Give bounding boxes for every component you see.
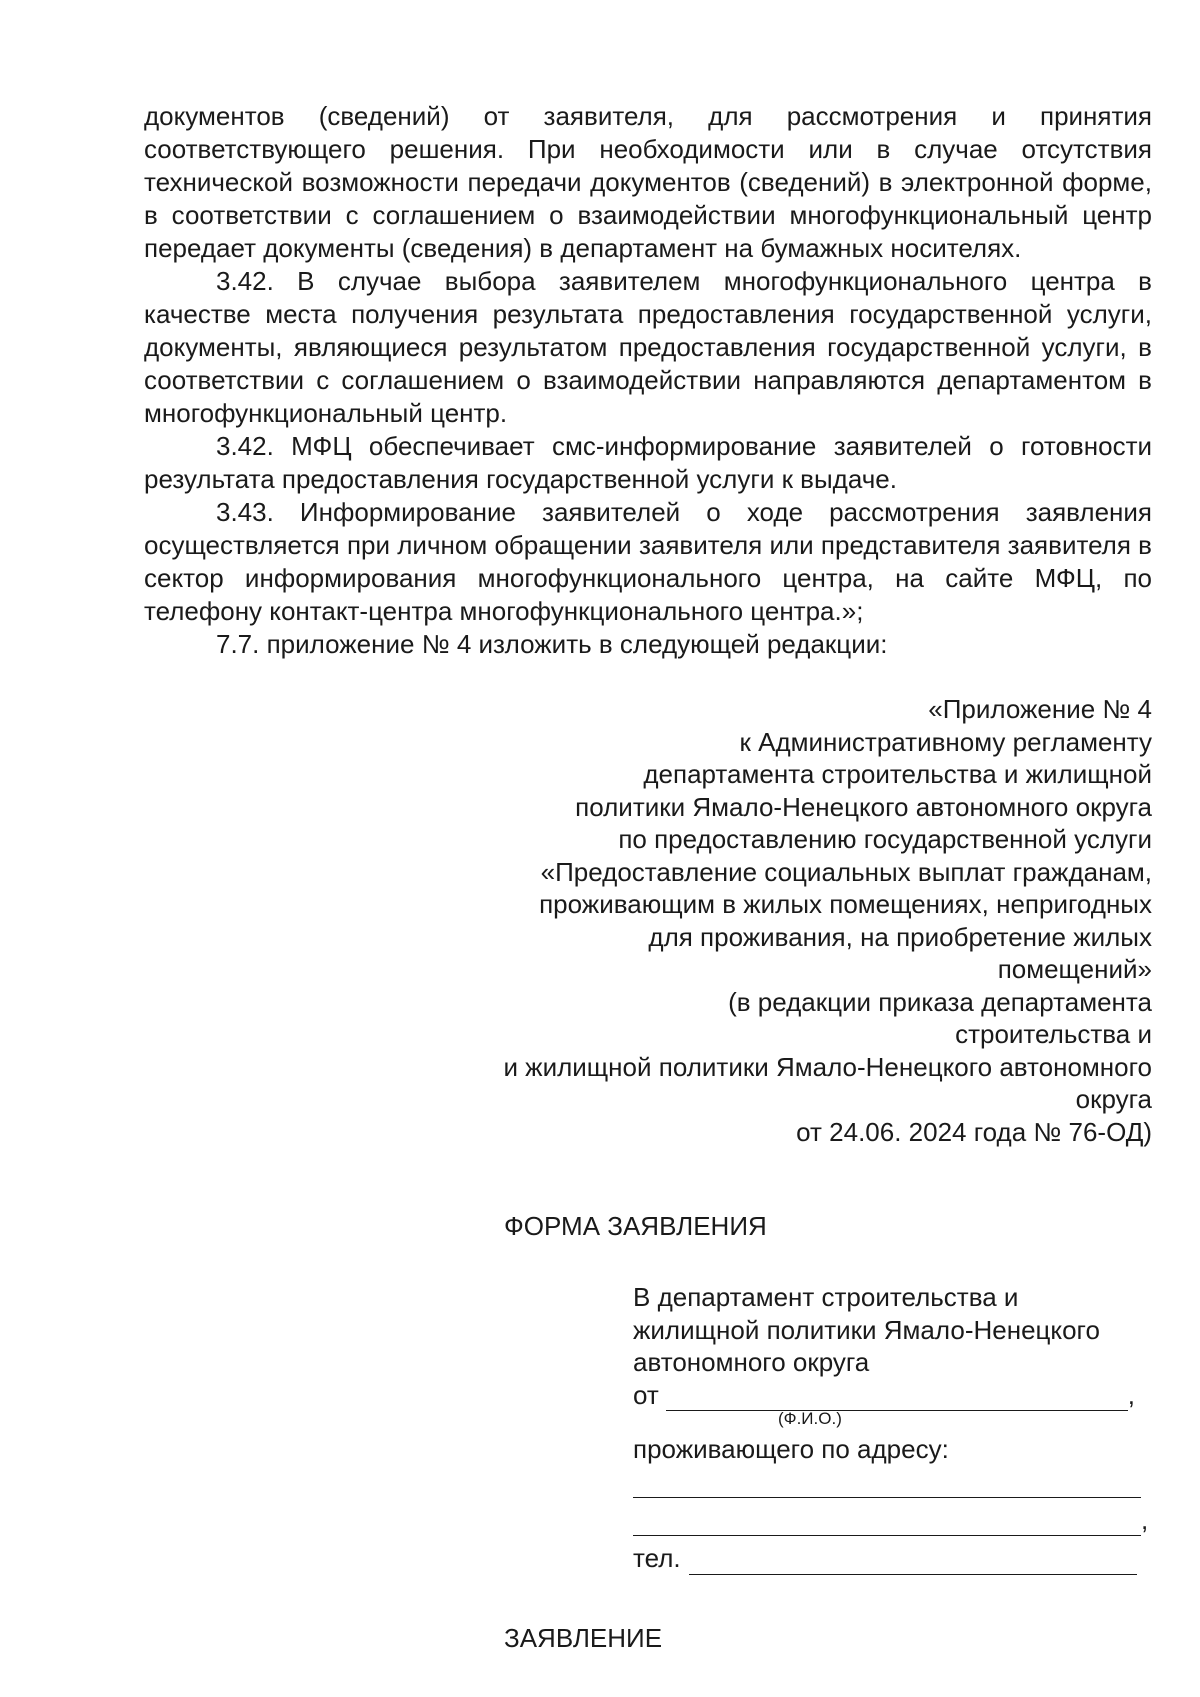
body-text xyxy=(144,100,1152,661)
addressee-line: жилищной политики Ямало-Ненецкого xyxy=(633,1314,1100,1345)
paragraph-3-42-sms: 3.42. МФЦ обеспечивает смс-информирование заявителей о готовности результата предоставления государственной услуги к выдаче. xyxy=(144,431,1152,494)
address-blank-line-1 xyxy=(633,1472,1141,1498)
annex-line: и жилищной политики Ямало-Ненецкого автономного xyxy=(503,1051,1152,1082)
annex-line: от 24.06. 2024 года № 76-ОД) xyxy=(796,1116,1152,1147)
annex-line: по предоставлению государственной услуги xyxy=(618,824,1152,854)
address-row-1 xyxy=(633,1472,1153,1498)
fio-hint: (Ф.И.О.) xyxy=(778,1409,842,1428)
residing-label: проживающего по адресу: xyxy=(633,1434,949,1464)
addressee-line: В департамент строительства и xyxy=(633,1282,1019,1312)
annex-line: к Административному регламенту xyxy=(739,726,1152,757)
annex-line: строительства и xyxy=(955,1019,1152,1049)
address-row-2 xyxy=(633,1504,1153,1537)
annex-line: (в редакции приказа департамента xyxy=(728,986,1152,1017)
statement-title: ЗАЯВЛЕНИЕ xyxy=(504,1623,663,1653)
addressee-block xyxy=(633,1281,1153,1575)
annex-line: «Предоставление социальных выплат гражданам, xyxy=(540,856,1152,887)
annex-line: проживающим в жилых помещениях, непригодных xyxy=(539,889,1152,919)
address-blank-line-2 xyxy=(633,1510,1141,1536)
phone-row xyxy=(633,1542,1153,1575)
paragraph-3-43-informing: 3.43. Информирование заявителей о ходе рассмотрения заявления осуществляется при личном обращении заявителя или представителя заявителя в сектор информирования многофункционального центра, на сайте МФЦ, по телефону контакт-центра многофункционального центра.»; xyxy=(144,497,1152,626)
annex-line: «Приложение № 4 xyxy=(928,694,1152,724)
annex-line: помещений» xyxy=(997,954,1152,984)
fio-blank-line xyxy=(666,1385,1128,1411)
annex-line: политики Ямало-Ненецкого автономного округа xyxy=(575,791,1152,822)
from-row xyxy=(633,1379,1153,1412)
annex-line: округа xyxy=(1075,1084,1152,1114)
annex-line: для проживания, на приобретение жилых xyxy=(648,921,1152,952)
trailing-comma: , xyxy=(1141,1504,1149,1535)
phone-blank-line xyxy=(689,1549,1137,1575)
paragraph-7-7-annex: 7.7. приложение № 4 изложить в следующей редакции: xyxy=(216,629,888,659)
paragraph-continuation: документов (сведений) от заявителя, для рассмотрения и принятия соответствующего решения. При необходимости или в случае отсутствия технической возможности передачи документов (сведений) в электронной форме, в соответствии с соглашением о взаимодействии многофункциональный центр передает документы (сведения) в департамент на бумажных носителях. xyxy=(144,101,1152,263)
paragraph-3-42-mfc-result: 3.42. В случае выбора заявителем многофункционального центра в качестве места получения результата предоставления государственной услуги, документы, являющиеся результатом предоставления государственной услуги, в соответствии с соглашением о взаимодействии направляются департаментом в многофункциональный центр. xyxy=(144,266,1152,428)
annex-heading xyxy=(400,693,1152,1148)
form-title: ФОРМА ЗАЯВЛЕНИЯ xyxy=(504,1211,767,1241)
trailing-comma: , xyxy=(1127,1379,1136,1410)
phone-label: тел. xyxy=(633,1543,681,1573)
addressee-line: автономного округа xyxy=(633,1347,870,1377)
from-label: от xyxy=(633,1379,659,1410)
annex-line: департамента строительства и жилищной xyxy=(643,759,1152,789)
